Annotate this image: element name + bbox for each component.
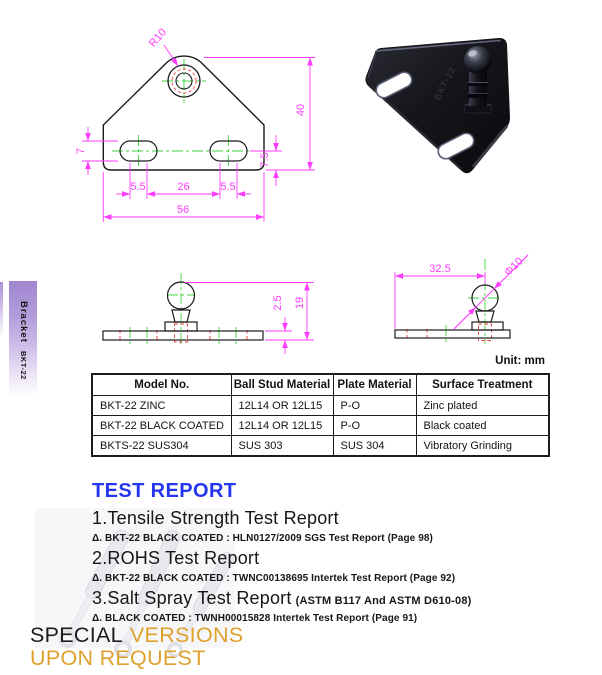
cell-ball-stud-material: 12L14 OR 12L15 xyxy=(231,416,333,436)
cell-surface-treatment: Black coated xyxy=(416,416,549,436)
dim-radius: R10 xyxy=(146,26,170,50)
footer-line-2: UPON REQUEST xyxy=(30,646,206,670)
end-view-centerlines xyxy=(446,259,502,344)
unit-label: Unit: mm xyxy=(495,355,545,367)
side-view-dimension-lines xyxy=(185,283,314,355)
cell-ball-stud-material: 12L14 OR 12L15 xyxy=(231,396,333,416)
cell-plate-material: P-O xyxy=(333,396,416,416)
dim-height: 40 xyxy=(295,103,307,117)
spec-table xyxy=(91,373,550,457)
dim-ball-diameter: Φ10 xyxy=(502,255,526,279)
product-photo xyxy=(348,20,520,188)
header-plate-material: Plate Material xyxy=(333,374,416,396)
test-report-title: TEST REPORT xyxy=(92,480,237,502)
spec-table-row xyxy=(92,416,549,436)
front-view-dimension-labels xyxy=(75,26,307,216)
heading-suffix: (ASTM B117 And ASTM D610-08) xyxy=(295,595,472,607)
front-view-drawing xyxy=(58,14,328,229)
dim-pitch-center: 26 xyxy=(177,181,190,193)
dim-pitch-right: 5.5 xyxy=(220,181,236,193)
cell-plate-material: SUS 304 xyxy=(333,436,416,457)
end-view-drawing xyxy=(388,253,598,349)
cell-ball-stud-material: SUS 303 xyxy=(231,436,333,457)
heading-text: 1.Tensile Strength Test Report xyxy=(92,508,339,528)
photo-engraving: BKT-22 xyxy=(432,64,458,102)
sidebar-category-label: Bracket xyxy=(17,301,29,343)
spec-table-row xyxy=(92,396,549,416)
side-view-drawing xyxy=(88,268,323,360)
heading-text: 2.ROHS Test Report xyxy=(92,548,260,568)
test-report-item-detail: Δ. BKT-22 BLACK COATED : TWNC00138695 Intertek Test Report (Page 92) xyxy=(92,573,456,584)
spec-table-row xyxy=(92,436,549,457)
dim-slot-height: 7 xyxy=(75,147,87,155)
footer-note xyxy=(30,624,243,670)
test-report-section xyxy=(92,481,532,627)
footer-word-versions: VERSIONS xyxy=(129,623,244,647)
dim-ball-offset: 32.5 xyxy=(429,263,451,275)
dim-thickness: 2.5 xyxy=(272,295,284,311)
dim-slot-offset: 7.5 xyxy=(259,152,271,168)
side-view-dimension-labels xyxy=(272,295,306,310)
sidebar-model-label: BKT-22 xyxy=(18,350,28,380)
test-report-item-detail: Δ. BKT-22 BLACK COATED : HLN0127/2009 SGS Test Report (Page 98) xyxy=(92,533,433,544)
end-view-outline xyxy=(395,285,510,338)
header-surface-treatment: Surface Treatment xyxy=(416,374,549,396)
cell-model: BKT-22 BLACK COATED xyxy=(92,416,231,436)
cell-model: BKT-22 ZINC xyxy=(92,396,231,416)
dim-pitch-left: 5.5 xyxy=(130,181,146,193)
side-view-hidden-lines xyxy=(120,324,247,342)
header-model-no: Model No. xyxy=(92,374,231,396)
cell-surface-treatment: Vibratory Grinding xyxy=(416,436,549,457)
sidebar-edge-strip xyxy=(0,282,3,338)
test-report-item-heading xyxy=(92,507,532,532)
front-view-centerlines xyxy=(112,59,258,167)
test-report-item-heading xyxy=(92,547,532,572)
test-report-item-heading xyxy=(92,587,532,612)
side-view-outline xyxy=(103,282,263,340)
heading-text: 3.Salt Spray Test Report xyxy=(92,588,292,608)
end-view-dimension-labels xyxy=(429,255,525,278)
cell-surface-treatment: Zinc plated xyxy=(416,396,549,416)
footer-line-1 xyxy=(30,624,243,647)
dim-total-height: 19 xyxy=(294,296,306,310)
header-ball-stud-material: Ball Stud Material xyxy=(231,374,333,396)
footer-word-special: SPECIAL xyxy=(30,623,123,647)
dim-width: 56 xyxy=(176,204,190,216)
spec-table-header-row xyxy=(92,374,549,396)
front-view-outline xyxy=(103,56,264,170)
cell-plate-material: P-O xyxy=(333,416,416,436)
cell-model: BKTS-22 SUS304 xyxy=(92,436,231,457)
test-report-item-detail: Δ. BLACK COATED : TWNH00015828 Intertek Test Report (Page 91) xyxy=(92,613,418,624)
front-view-dimension-lines xyxy=(82,45,315,222)
sidebar-category-tab[interactable] xyxy=(9,281,37,397)
